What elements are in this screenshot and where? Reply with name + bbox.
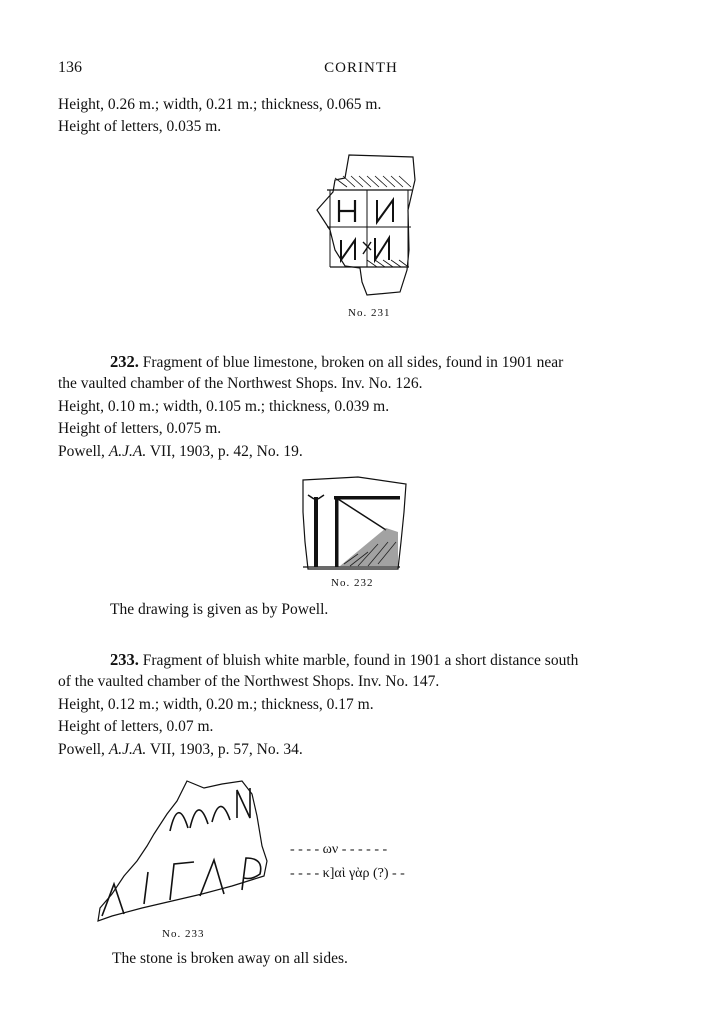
- entry-232-description-2: the vaulted chamber of the Northwest Shops. Inv. No. 126.: [58, 375, 423, 392]
- transcription-line-1: - - - - ων - - - - - -: [290, 842, 388, 857]
- page-number: 136: [58, 59, 82, 76]
- ref-journal: A.J.A.: [108, 443, 147, 460]
- transcription-line-2: - - - - κ]αὶ γὰρ (?) - -: [290, 866, 405, 881]
- figure-232-fragment-drawing: [298, 472, 413, 572]
- entry-232-note: The drawing is given as by Powell.: [110, 601, 329, 618]
- entry-233-reference: [58, 741, 303, 759]
- entry-232-dimensions: Height, 0.10 m.; width, 0.105 m.; thickness, 0.039 m.: [58, 398, 390, 415]
- entry-232-reference: [58, 443, 303, 461]
- entry-231-dimensions: Height, 0.26 m.; width, 0.21 m.; thickness, 0.065 m.: [58, 96, 382, 113]
- entry-232-letter-height: Height of letters, 0.075 m.: [58, 420, 222, 437]
- entry-232-number: 232.: [110, 352, 139, 371]
- figure-233-caption: No. 233: [162, 928, 205, 940]
- figure-232-caption: No. 232: [331, 577, 374, 589]
- running-title: CORINTH: [324, 60, 398, 76]
- entry-233-number: 233.: [110, 650, 139, 669]
- entry-233-description-1: Fragment of bluish white marble, found in 1901 a short distance south: [142, 652, 579, 669]
- entry-232-line-1: [110, 352, 563, 372]
- ref-author: Powell,: [58, 443, 109, 460]
- ref-details: VII, 1903, p. 57, No. 34.: [146, 741, 303, 758]
- ref-details: VII, 1903, p. 42, No. 19.: [146, 443, 303, 460]
- ref-author: Powell,: [58, 741, 109, 758]
- figure-233-fragment-drawing: [92, 776, 277, 926]
- entry-233-letter-height: Height of letters, 0.07 m.: [58, 718, 214, 735]
- entry-233-description-2: of the vaulted chamber of the Northwest Shops. Inv. No. 147.: [58, 673, 440, 690]
- entry-233-dimensions: Height, 0.12 m.; width, 0.20 m.; thickness, 0.17 m.: [58, 696, 374, 713]
- figure-231-caption: No. 231: [348, 307, 391, 319]
- entry-233-note: The stone is broken away on all sides.: [112, 950, 348, 967]
- entry-233-line-1: [110, 650, 578, 670]
- ref-journal: A.J.A.: [108, 741, 147, 758]
- figure-231-fragment-drawing: [305, 150, 425, 300]
- entry-231-letter-height: Height of letters, 0.035 m.: [58, 118, 222, 135]
- entry-232-description-1: Fragment of blue limestone, broken on all sides, found in 1901 near: [142, 354, 564, 371]
